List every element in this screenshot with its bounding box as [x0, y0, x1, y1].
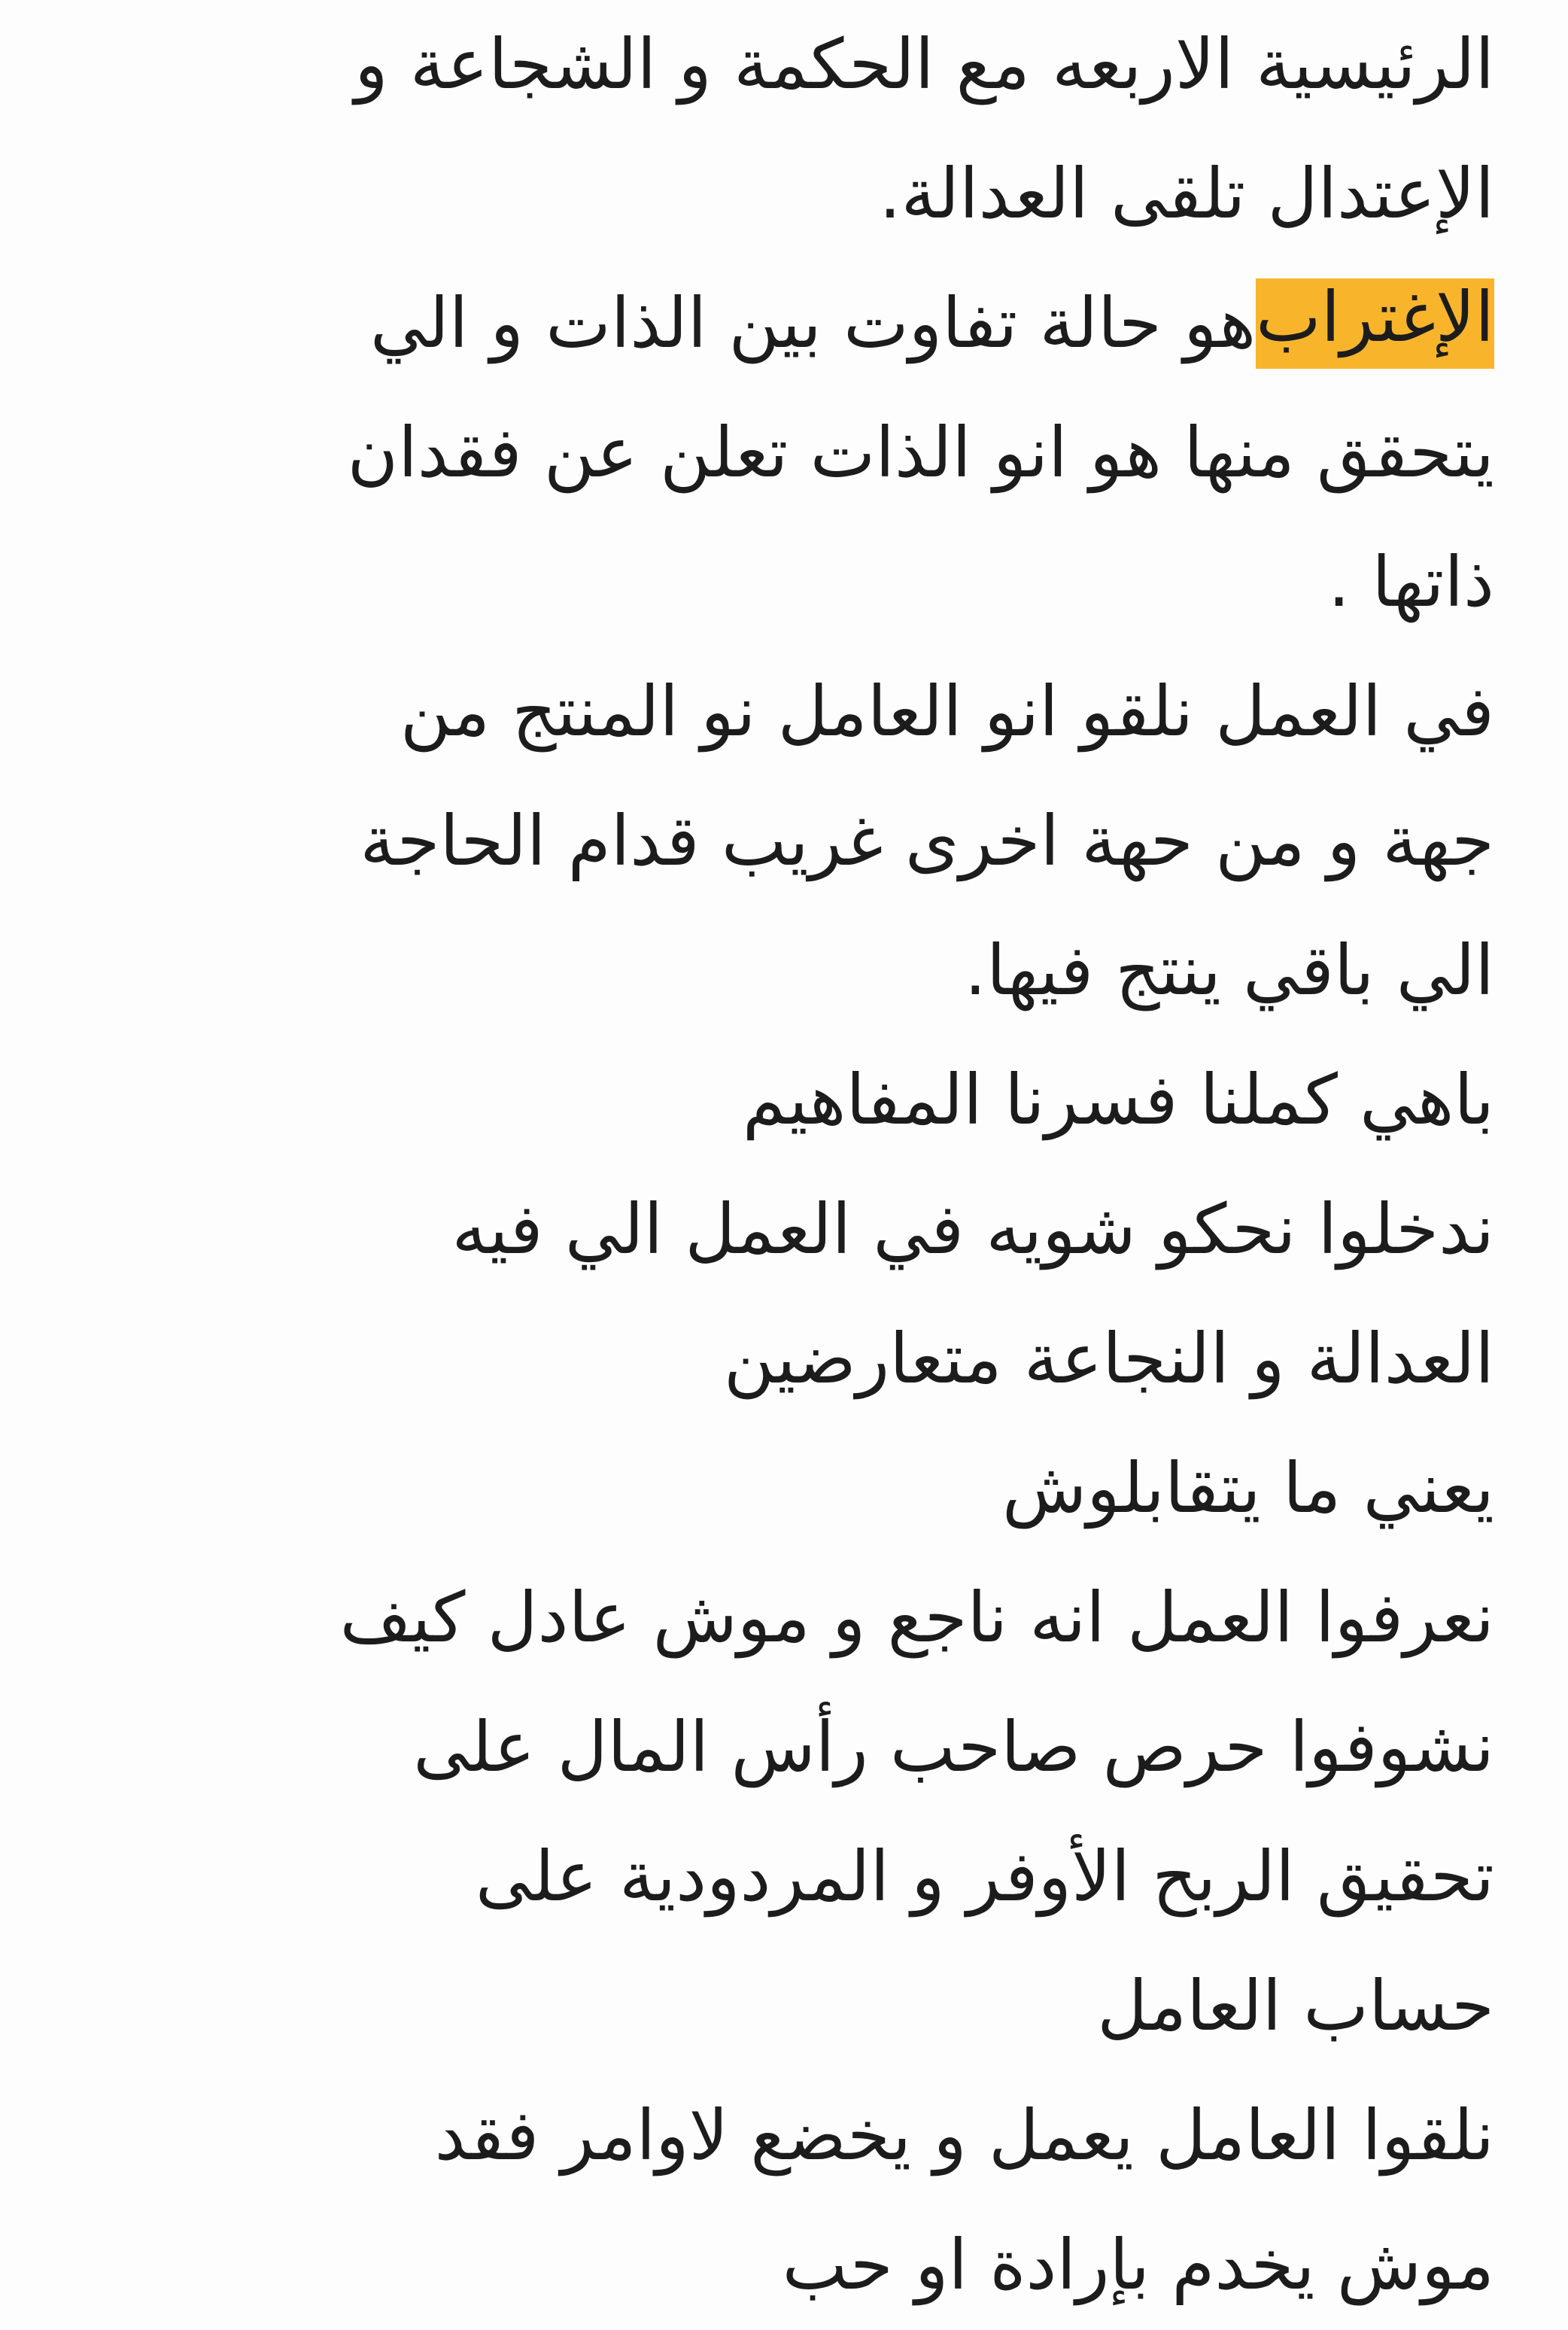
text-line: نلقوا العامل يعمل و يخضع لاوامر فقد [434, 2095, 1494, 2176]
text-line: ندخلوا نحكو شويه في العمل الي فيه [451, 1189, 1494, 1270]
text-line: موش يخدم بإرادة او حب [782, 2225, 1494, 2305]
text-line-rest: هو حالة تفاوت بين الذات و الي [370, 283, 1257, 363]
text-line: في العمل نلقو انو العامل نو المنتج من [400, 671, 1494, 752]
text-line: حساب العامل [1097, 1966, 1494, 2046]
text-line: يعني ما يتقابلوش [1001, 1448, 1494, 1528]
text-line: الي باقي ينتج فيها. [964, 930, 1494, 1011]
text-line: باهي كملنا فسرنا المفاهيم [742, 1060, 1494, 1140]
highlighted-word[interactable]: الإغتراب [1256, 278, 1494, 369]
text-line: نعرفوا العمل انه ناجع و موش عادل كيف [339, 1577, 1494, 1658]
text-line: العدالة و النجاعة متعارضين [723, 1319, 1494, 1399]
text-line: تحقيق الربح الأوفر و المردودية على [475, 1836, 1494, 1917]
text-line [370, 259, 1494, 388]
text-line: نشوفوا حرص صاحب رأس المال على [413, 1707, 1494, 1787]
text-line: يتحقق منها هو انو الذات تعلن عن فقدان [347, 412, 1494, 493]
text-line: الإعتدال تلقى العدالة. [879, 154, 1494, 234]
text-line: ذاتها . [1327, 542, 1494, 622]
text-line: جهة و من حهة اخرى غريب قدام الحاجة [360, 801, 1494, 881]
text-line: الرئيسية الاربعه مع الحكمة و الشجاعة و [354, 24, 1494, 105]
